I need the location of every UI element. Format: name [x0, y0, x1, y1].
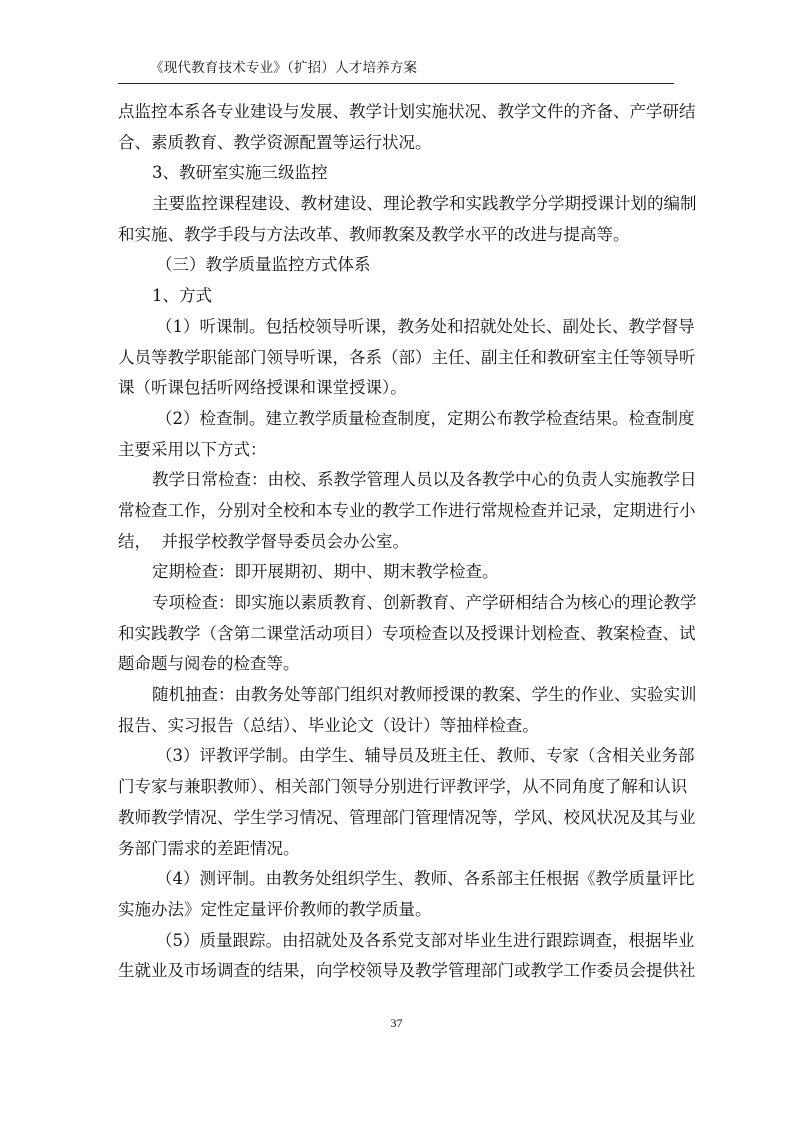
body-line: 常检查工作，分别对全校和本专业的教学工作进行常规检查并记录，定期进行小: [118, 500, 696, 520]
body-line: （5）质量跟踪。由招就处及各系党支部对毕业生进行跟踪调查，根据毕业: [156, 930, 695, 950]
body-line: 务部门需求的差距情况。: [118, 838, 300, 858]
body-line: 专项检查：即实施以素质教育、创新教育、产学研相结合为核心的理论教学: [152, 593, 697, 612]
body-line: 点监控本系各专业建设与发展、教学计划实施状况、教学文件的齐备、产学研结: [118, 102, 696, 121]
body-line: 结， 并报学校教学督导委员会办公室。: [118, 531, 409, 551]
body-line: 题命题与阅卷的检查等。: [118, 654, 300, 674]
section-heading: 3、教研室实施三级监控: [152, 163, 328, 183]
body-line: 实施办法》定性定量评价教师的教学质量。: [118, 899, 432, 919]
body-line: 和实施、教学手段与方法改革、教师教案及教学水平的改进与提高等。: [118, 224, 630, 244]
body-line: 合、素质教育、教学资源配置等运行状况。: [118, 132, 432, 152]
body-line: 主要监控课程建设、教材建设、理论教学和实践教学分学期授课计划的编制: [152, 194, 697, 214]
body-line: 和实践教学（含第二课堂活动项目）专项检查以及授课计划检查、教案检查、试: [118, 623, 696, 643]
page-number: 37: [390, 1016, 403, 1030]
body-line: 主要采用以下方式：: [118, 439, 267, 459]
body-line: 随机抽查：由教务处等部门组织对教师授课的教案、学生的作业、实验实训: [152, 685, 697, 705]
body-line: 教学日常检查：由校、系教学管理人员以及各教学中心的负责人实施教学日: [152, 470, 697, 490]
body-line: 生就业及市场调查的结果，向学校领导及教学管理部门或教学工作委员会提供社: [118, 961, 696, 981]
section-heading: 1、方式: [152, 286, 212, 306]
body-line: 人员等教学职能部门领导听课，各系（部）主任、副主任和教研室主任等领导听: [118, 347, 696, 367]
document-body: [118, 97, 697, 987]
body-line: 课（听课包括听网络授课和课堂授课）。: [118, 378, 407, 398]
body-line: （4）测评制。由教务处组织学生、教师、各系部主任根据《教学质量评比: [156, 869, 695, 889]
header-divider: [118, 83, 674, 84]
body-line: 定期检查：即开展期初、期中、期末教学检查。: [152, 562, 499, 582]
body-line: 报告、实习报告（总结）、毕业论文（设计）等抽样检查。: [118, 715, 539, 735]
running-header: 《现代教育技术专业》（扩招）人才培养方案: [150, 60, 418, 76]
body-line: （2）检查制。建立教学质量检查制度，定期公布教学检查结果。检查制度: [156, 408, 695, 428]
body-line: （1）听课制。包括校领导听课，教务处和招就处处长、副处长、教学督导: [156, 316, 695, 336]
body-line: 门专家与兼职教师）、相关部门领导分别进行评教评学，从不同角度了解和认识: [118, 777, 688, 797]
body-line: （3）评教评学制。由学生、辅导员及班主任、教师、专家（含相关业务部: [156, 746, 695, 766]
body-line: 教师教学情况、学生学习情况、管理部门管理情况等，学风、校风状况及其与业: [118, 807, 696, 827]
section-heading: （三）教学质量监控方式体系: [156, 255, 371, 275]
